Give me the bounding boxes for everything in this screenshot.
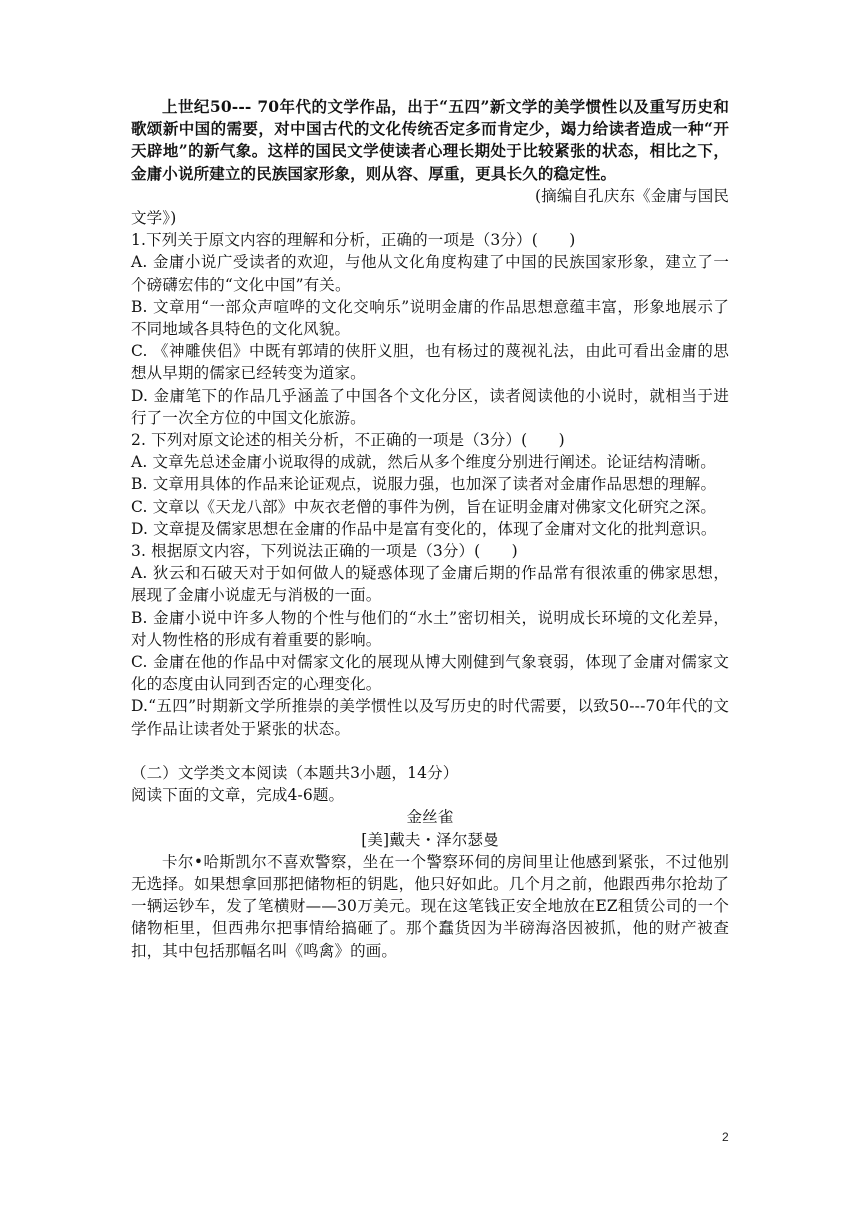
option-a: A. 狄云和石破天对于如何做人的疑惑体现了金庸后期的作品常有很浓重的佛家思想，展现了金庸小说虚无与消极的一面。 — [131, 564, 729, 605]
document-body — [131, 96, 729, 962]
section-gap — [131, 740, 729, 762]
question-stem: 1.下列关于原文内容的理解和分析，正确的一项是（3分）( ) — [131, 231, 576, 250]
option-b: B. 文章用“一部众声喧哗的文化交响乐”说明金庸的作品思想意蕴丰富，形象地展示了不同地域各具特色的文化风貌。 — [131, 297, 729, 339]
option-c: C. 金庸在他的作品中对儒家文化的展现从博大刚健到气象衰弱，体现了金庸对儒家文化的态度由认同到否定的心理变化。 — [131, 653, 729, 694]
question-stem: 3. 根据原文内容，下列说法正确的一项是（3分）( ) — [131, 542, 518, 561]
option-c: C. 文章以《天龙八部》中灰衣老僧的事件为例，旨在证明金庸对佛家文化研究之深。 — [131, 497, 717, 516]
question-2 — [131, 429, 729, 540]
section-heading: （二）文学类文本阅读（本题共3小题，14分） — [131, 763, 459, 782]
option-d: D.“五四”时期新文学所推崇的美学惯性以及写历史的时代需要，以致50---70年代的文学作品让读者处于紧张的状态。 — [131, 697, 729, 738]
story-paragraph: 卡尔•哈斯凯尔不喜欢警察，坐在一个警察环伺的房间里让他感到紧张，不过他别无选择。如果想拿回那把储物柜的钥匙，他只好如此。几个月之前，他跟西弗尔抢劫了一辆运钞车，发了笔横财——30万美元。现在这笔钱正安全地放在EZ租赁公司的一个储物柜里，但西弗尔把事情给搞砸了。那个蠢货因为半磅海洛因被抓，他的财产被查扣，其中包括那幅名叫《鸣禽》的画。 — [131, 852, 729, 960]
option-b: B. 金庸小说中许多人物的个性与他们的“水土”密切相关，说明成长环境的文化差异，对人物性格的形成有着重要的影响。 — [131, 608, 729, 649]
option-a: A. 文章先总述金庸小说取得的成就，然后从多个维度分别进行阐述。论证结构清晰。 — [131, 453, 716, 472]
source-citation-line1: (摘编自孔庆东《金庸与国民 — [535, 186, 729, 205]
source-citation-line2: 文学》) — [131, 209, 177, 228]
page-number: 2 — [722, 1130, 729, 1144]
section-instruction: 阅读下面的文章，完成4-6题。 — [131, 786, 345, 805]
essay-closing-paragraph: 上世纪50--- 70年代的文学作品，出于“五四”新文学的美学惯性以及重写历史和歌颂新中国的需要，对中国古代的文化传统否定多而肯定少，竭力给读者造成一种“开天辟地”的新气象。这样的国民文学使读者心理长期处于比较紧张的状态，相比之下，金庸小说所建立的民族国家形象，则从容、厚重，更具长久的稳定性。 — [131, 97, 729, 183]
option-d: D. 金庸笔下的作品几乎涵盖了中国各个文化分区，读者阅读他的小说时，就相当于进行了一次全方位的中国文化旅游。 — [131, 386, 729, 427]
story-author: [美]戴夫・泽尔瑟曼 — [361, 830, 499, 849]
option-b: B. 文章用具体的作品来论证观点，说服力强，也加深了读者对金庸作品思想的理解。 — [131, 475, 717, 494]
question-1 — [131, 229, 729, 429]
option-a: A. 金庸小说广受读者的欢迎，与他从文化角度构建了中国的民族国家形象，建立了一个磅礴宏伟的“文化中国”有关。 — [131, 253, 729, 294]
option-c: C. 《神雕侠侣》中既有郭靖的侠肝义胆，也有杨过的蔑视礼法，由此可看出金庸的思想从早期的儒家已经转变为道家。 — [131, 342, 729, 383]
story-title: 金丝雀 — [406, 808, 454, 827]
option-d: D. 文章提及儒家思想在金庸的作品中是富有变化的，体现了金庸对文化的批判意识。 — [131, 519, 717, 538]
question-3 — [131, 540, 729, 740]
question-stem: 2. 下列对原文论述的相关分析，不正确的一项是（3分）( ) — [131, 431, 565, 450]
